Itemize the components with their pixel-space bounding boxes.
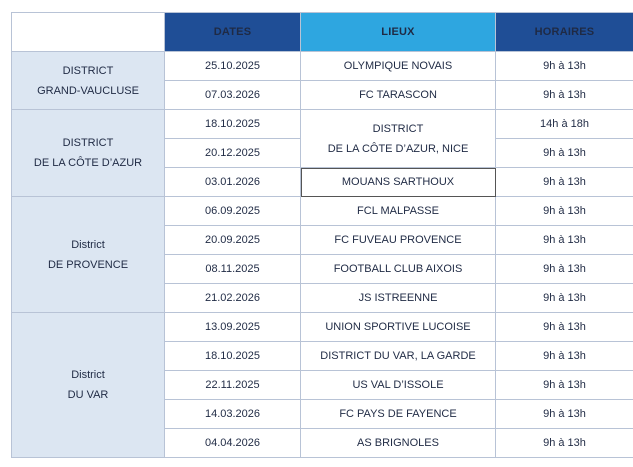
district-label-line1: DISTRICT	[62, 64, 114, 77]
lieu-line1: DISTRICT	[372, 122, 424, 135]
table-row	[12, 313, 633, 342]
lieu-cell: UNION SPORTIVE LUCOISE	[301, 313, 496, 342]
horaire-cell: 9h à 13h	[496, 168, 633, 197]
table-row	[12, 197, 633, 226]
lieu-cell-merged	[301, 110, 496, 168]
date-cell: 25.10.2025	[165, 52, 301, 81]
district-label-line2: DE LA CÔTE D’AZUR	[33, 157, 143, 169]
date-cell: 13.09.2025	[165, 313, 301, 342]
district-cote-azur	[12, 110, 165, 197]
lieu-cell: OLYMPIQUE NOVAIS	[301, 52, 496, 81]
date-cell: 08.11.2025	[165, 255, 301, 284]
district-provence	[12, 197, 165, 313]
district-label-line1: District	[71, 238, 105, 251]
horaire-cell: 9h à 13h	[496, 313, 633, 342]
lieu-cell: FC PAYS DE FAYENCE	[301, 400, 496, 429]
district-var	[12, 313, 165, 458]
header-horaires: HORAIRES	[496, 13, 633, 52]
lieu-cell: JS ISTREENNE	[301, 284, 496, 313]
lieu-cell: US VAL D’ISSOLE	[301, 371, 496, 400]
district-label-line2: DE PROVENCE	[47, 258, 129, 271]
lieu-cell: MOUANS SARTHOUX	[301, 168, 496, 197]
date-cell: 20.12.2025	[165, 139, 301, 168]
lieu-cell: DISTRICT DU VAR, LA GARDE	[301, 342, 496, 371]
header-lieux: LIEUX	[301, 13, 496, 52]
district-label-line1: DISTRICT	[62, 137, 114, 149]
horaire-cell: 9h à 13h	[496, 342, 633, 371]
district-label-line1: District	[71, 369, 105, 381]
district-label-line2: GRAND-VAUCLUSE	[37, 84, 139, 97]
date-cell: 20.09.2025	[165, 226, 301, 255]
date-cell: 21.02.2026	[165, 284, 301, 313]
lieu-line2: DE LA CÔTE D’AZUR, NICE	[327, 142, 469, 155]
date-cell: 06.09.2025	[165, 197, 301, 226]
lieu-cell: FOOTBALL CLUB AIXOIS	[301, 255, 496, 284]
table-row	[12, 52, 633, 81]
district-label-line2: DU VAR	[67, 389, 109, 401]
lieu-cell: FCL MALPASSE	[301, 197, 496, 226]
date-cell: 03.01.2026	[165, 168, 301, 197]
horaire-cell: 9h à 13h	[496, 371, 633, 400]
horaire-cell: 9h à 13h	[496, 139, 633, 168]
horaire-cell: 14h à 18h	[496, 110, 633, 139]
lieu-cell: AS BRIGNOLES	[301, 429, 496, 458]
lieu-cell: FC FUVEAU PROVENCE	[301, 226, 496, 255]
date-cell: 18.10.2025	[165, 342, 301, 371]
date-cell: 18.10.2025	[165, 110, 301, 139]
header-dates: DATES	[165, 13, 301, 52]
table-row	[12, 110, 633, 139]
horaire-cell: 9h à 13h	[496, 81, 633, 110]
date-cell: 07.03.2026	[165, 81, 301, 110]
horaire-cell: 9h à 13h	[496, 52, 633, 81]
corner-blank	[12, 13, 165, 52]
horaire-cell: 9h à 13h	[496, 255, 633, 284]
horaire-cell: 9h à 13h	[496, 400, 633, 429]
horaire-cell: 9h à 13h	[496, 197, 633, 226]
date-cell: 04.04.2026	[165, 429, 301, 458]
schedule-table	[11, 12, 633, 458]
district-grand-vaucluse	[12, 52, 165, 110]
horaire-cell: 9h à 13h	[496, 429, 633, 458]
horaire-cell: 9h à 13h	[496, 226, 633, 255]
date-cell: 14.03.2026	[165, 400, 301, 429]
lieu-cell: FC TARASCON	[301, 81, 496, 110]
horaire-cell: 9h à 13h	[496, 284, 633, 313]
date-cell: 22.11.2025	[165, 371, 301, 400]
header-row	[12, 13, 633, 52]
